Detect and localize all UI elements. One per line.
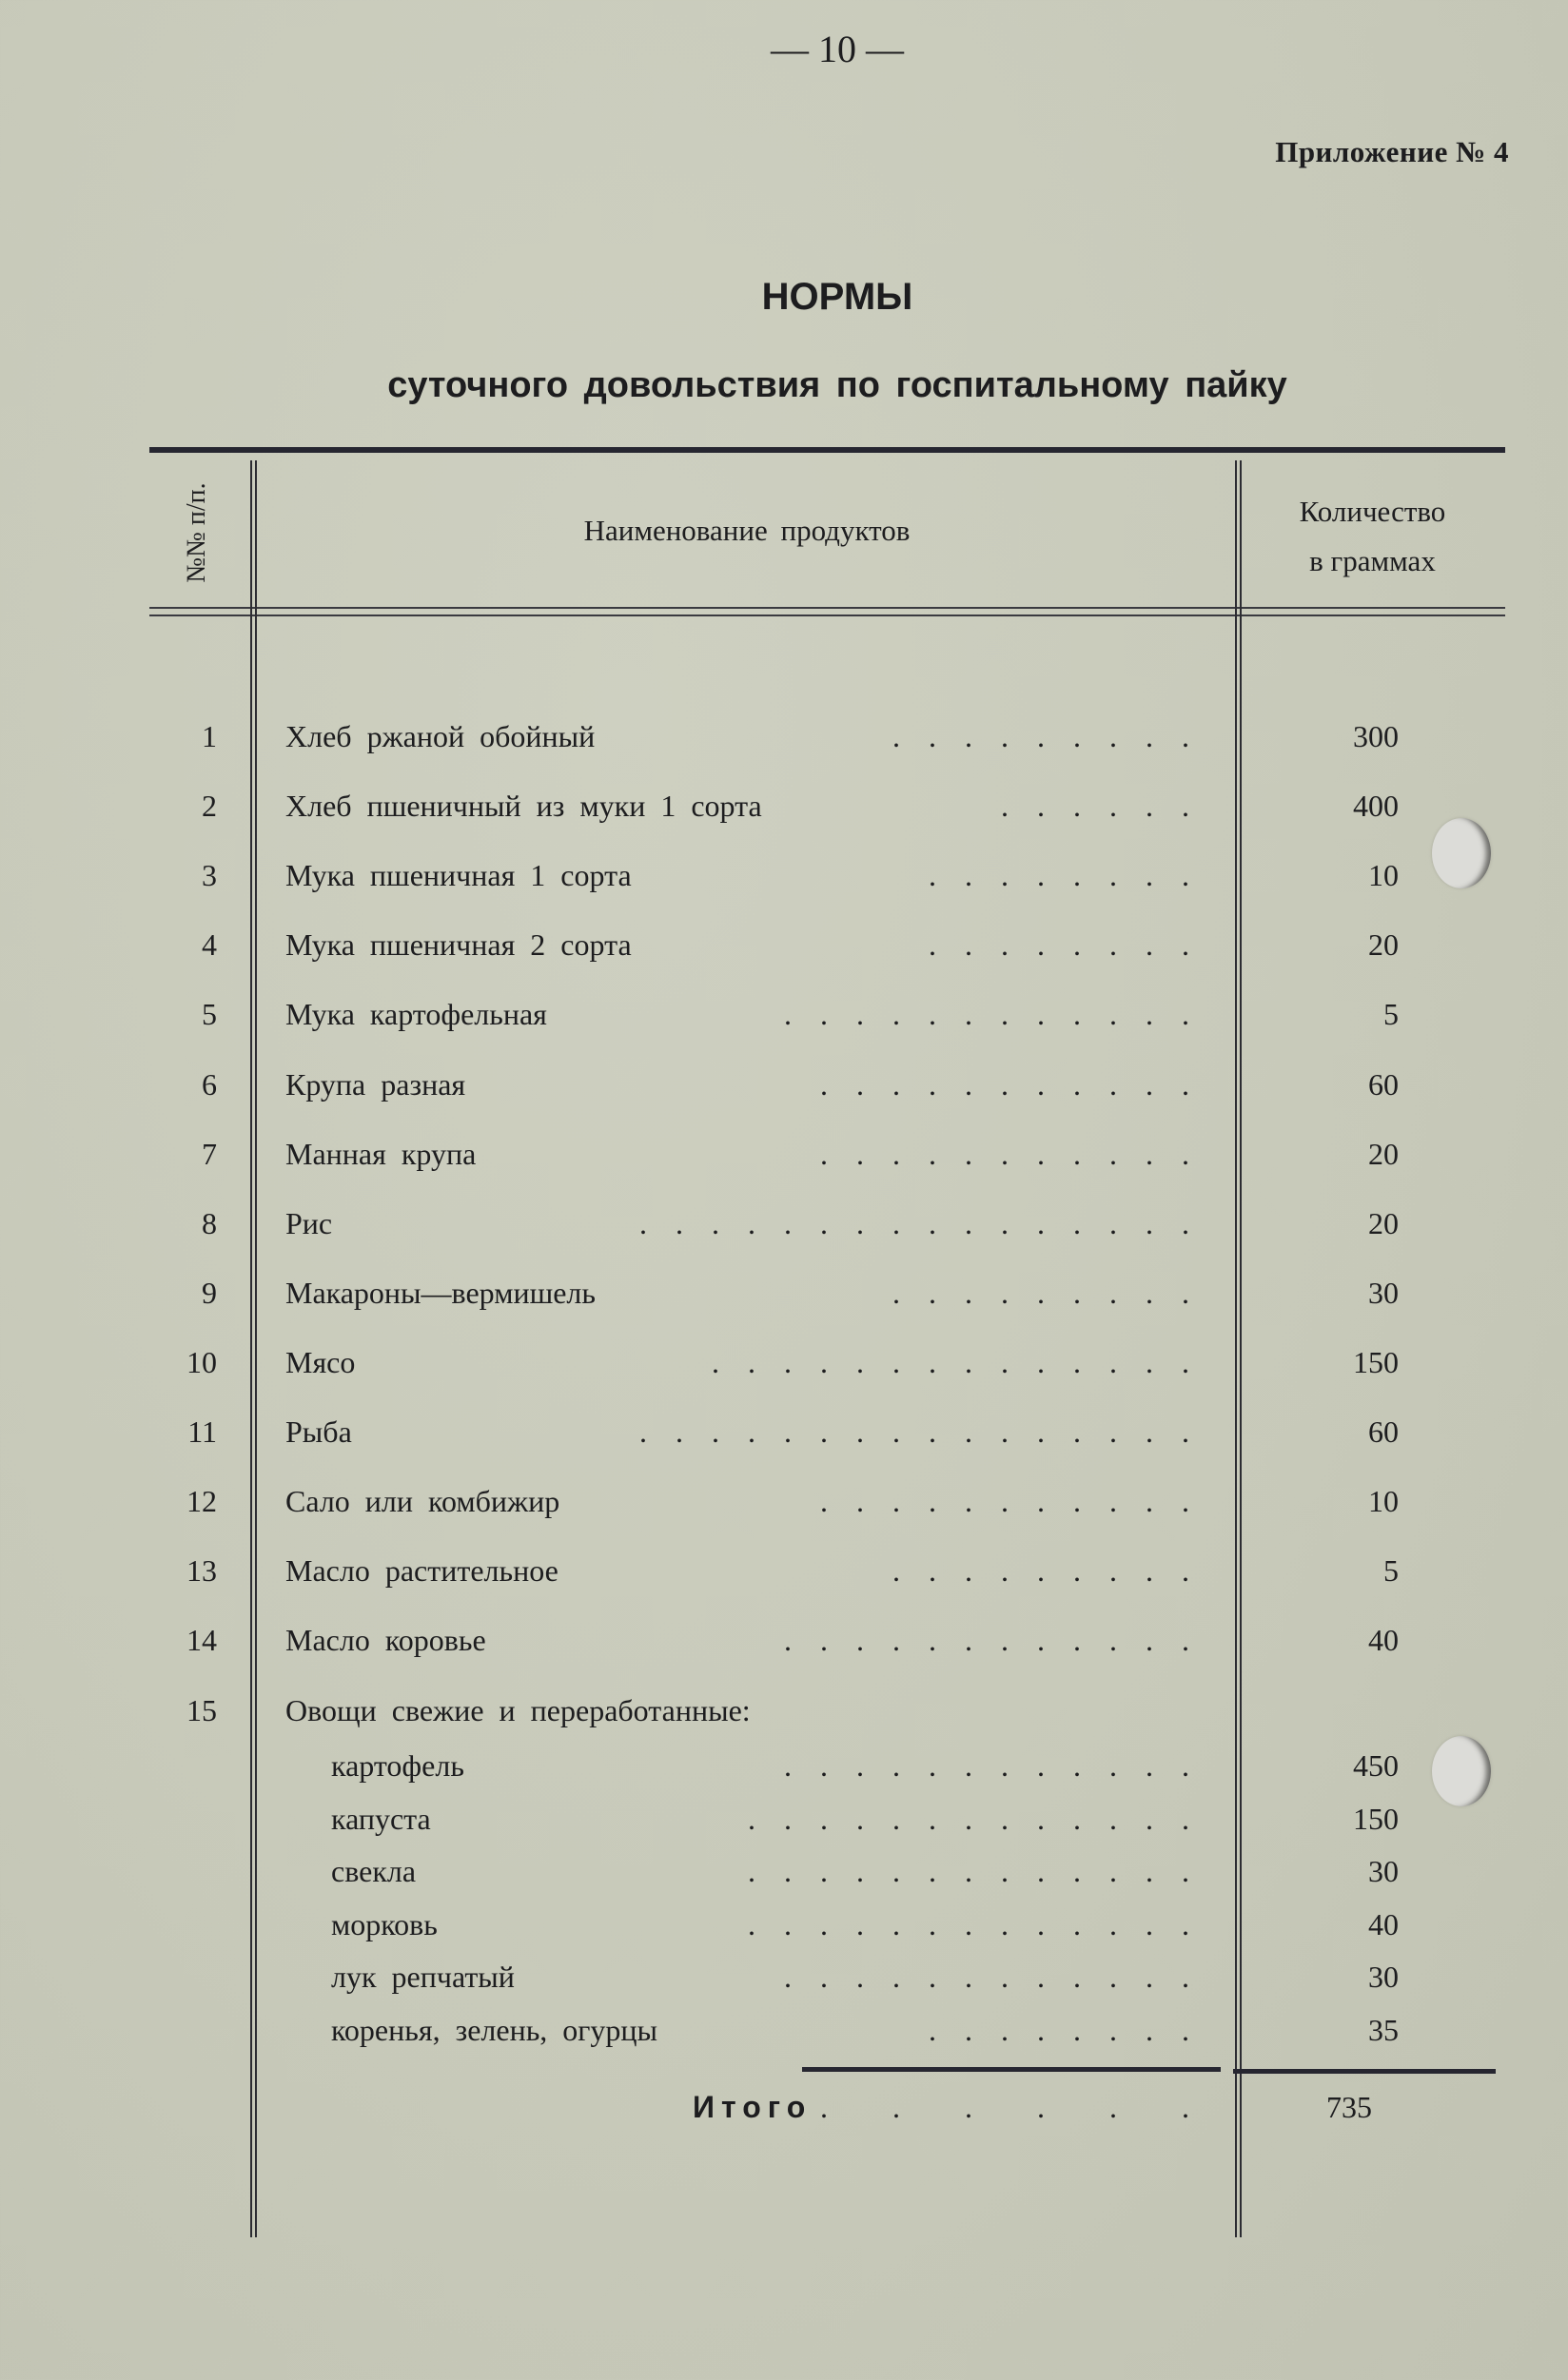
row-number: 14 (186, 1623, 217, 1658)
product-name: Мука картофельная (285, 997, 547, 1032)
table-top-rule (149, 447, 1505, 453)
product-quantity: 20 (1368, 1136, 1399, 1171)
row-number: 5 (202, 997, 217, 1032)
product-name: Мука пшеничная 2 сорта (285, 927, 632, 963)
product-quantity: 150 (1353, 1344, 1399, 1379)
leader-dots: ......... (892, 719, 1218, 753)
row-number: 6 (202, 1066, 217, 1102)
product-quantity: 30 (1368, 1854, 1399, 1889)
row-number: 12 (186, 1484, 217, 1519)
product-quantity: 30 (1368, 1275, 1399, 1310)
document-title: НОРМЫ (761, 276, 913, 318)
row-number: 7 (202, 1136, 217, 1171)
table-row (0, 1960, 1568, 2003)
total-rule-qty (1233, 2069, 1496, 2074)
row-number: 3 (202, 858, 217, 893)
product-name: Хлеб пшеничный из муки 1 сорта (285, 789, 762, 824)
product-name: Масло коровье (285, 1623, 486, 1658)
leader-dots: ........ (929, 858, 1218, 893)
product-name: Рыба (285, 1414, 352, 1449)
document-subtitle: суточного довольствия по госпитальному пайку (387, 365, 1287, 405)
leader-dots: ............ (784, 997, 1218, 1032)
table-row (0, 1067, 1568, 1111)
header-quantity (1242, 487, 1503, 586)
header-name: Наименование продуктов (583, 514, 911, 547)
total-leader-dots: . . . . . . (820, 2090, 1218, 2124)
product-quantity: 400 (1353, 789, 1399, 824)
row-number: 15 (186, 1693, 217, 1727)
appendix-label: Приложение № 4 (1275, 135, 1509, 168)
product-name: Овощи свежие и переработанные: (285, 1693, 751, 1727)
product-name: Манная крупа (285, 1136, 477, 1171)
leader-dots: ............. (748, 1801, 1218, 1836)
header-quantity-line2: в граммах (1309, 544, 1436, 577)
product-quantity: 20 (1368, 1205, 1399, 1240)
table-row (0, 1623, 1568, 1667)
product-name: Сало или комбижир (285, 1484, 560, 1519)
total-rule-name (802, 2067, 1221, 2072)
product-quantity: 30 (1368, 1960, 1399, 1995)
table-row (0, 719, 1568, 763)
leader-dots: ................ (639, 1414, 1218, 1449)
leader-dots: ............. (748, 1854, 1218, 1889)
product-quantity: 60 (1368, 1414, 1399, 1449)
product-name: Мясо (285, 1344, 356, 1379)
product-quantity: 450 (1353, 1748, 1399, 1783)
total-value: 735 (1326, 2090, 1372, 2124)
row-number: 8 (202, 1205, 217, 1240)
leader-dots: ........... (820, 1066, 1218, 1102)
product-name: коренья, зелень, огурцы (331, 2013, 658, 2047)
product-name: лук репчатый (331, 1960, 515, 1995)
table-row (0, 1693, 1568, 1737)
product-quantity: 10 (1368, 858, 1399, 893)
leader-dots: ......... (892, 1553, 1218, 1589)
row-number: 4 (202, 927, 217, 963)
table-row (0, 1802, 1568, 1845)
product-quantity: 150 (1353, 1801, 1399, 1836)
product-quantity: 300 (1353, 719, 1399, 753)
table-row (0, 997, 1568, 1041)
product-name: свекла (331, 1854, 417, 1889)
product-name: Крупа разная (285, 1066, 466, 1102)
table-row (0, 1276, 1568, 1319)
product-quantity: 40 (1368, 1906, 1399, 1941)
product-name: капуста (331, 1801, 431, 1836)
table-row (0, 1414, 1568, 1458)
header-bottom-rule (149, 607, 1505, 609)
leader-dots: .............. (712, 1344, 1218, 1379)
punch-hole (1432, 818, 1491, 888)
header-quantity-line1: Количество (1299, 495, 1446, 528)
leader-dots: ............ (784, 1623, 1218, 1658)
table-row (0, 1748, 1568, 1792)
table-row (0, 1553, 1568, 1597)
header-number-label: №№ п/п. (182, 482, 211, 583)
row-number: 11 (187, 1414, 217, 1449)
leader-dots: ............. (748, 1906, 1218, 1941)
row-number: 1 (202, 719, 217, 753)
leader-dots: ............ (784, 1748, 1218, 1783)
header-bottom-rule-2 (149, 615, 1505, 616)
leader-dots: ........... (820, 1484, 1218, 1519)
page-number: — 10 — (771, 28, 904, 70)
leader-dots: ........ (929, 927, 1218, 963)
product-name: Масло растительное (285, 1553, 559, 1589)
table-row (0, 789, 1568, 832)
row-number: 13 (186, 1553, 217, 1589)
table-row (0, 1907, 1568, 1951)
table-row (0, 2013, 1568, 2057)
table-row (0, 927, 1568, 971)
leader-dots: ........ (929, 2013, 1218, 2047)
table-row (0, 858, 1568, 902)
row-number: 9 (202, 1275, 217, 1310)
product-name: Хлеб ржаной обойный (285, 719, 596, 753)
table-row (0, 1484, 1568, 1528)
header-number (164, 466, 230, 599)
product-quantity: 5 (1383, 997, 1399, 1032)
table-row (0, 1137, 1568, 1180)
leader-dots: ............ (784, 1960, 1218, 1995)
row-number: 10 (186, 1344, 217, 1379)
leader-dots: ......... (892, 1275, 1218, 1310)
punch-hole (1432, 1736, 1491, 1806)
product-name: Макароны—вермишель (285, 1275, 596, 1310)
product-name: картофель (331, 1748, 464, 1783)
total-label: Итого (693, 2090, 813, 2124)
row-number: 2 (202, 789, 217, 824)
leader-dots: ................ (639, 1205, 1218, 1240)
leader-dots: ........... (820, 1136, 1218, 1171)
table-row (0, 1206, 1568, 1250)
product-quantity: 20 (1368, 927, 1399, 963)
product-quantity: 40 (1368, 1623, 1399, 1658)
product-name: Мука пшеничная 1 сорта (285, 858, 632, 893)
product-quantity: 5 (1383, 1553, 1399, 1589)
table-row (0, 1854, 1568, 1898)
product-quantity: 10 (1368, 1484, 1399, 1519)
leader-dots: ...... (1001, 789, 1218, 824)
product-name: морковь (331, 1906, 438, 1941)
product-quantity: 35 (1368, 2013, 1399, 2047)
table-row (0, 1345, 1568, 1389)
product-quantity: 60 (1368, 1066, 1399, 1102)
product-name: Рис (285, 1205, 333, 1240)
